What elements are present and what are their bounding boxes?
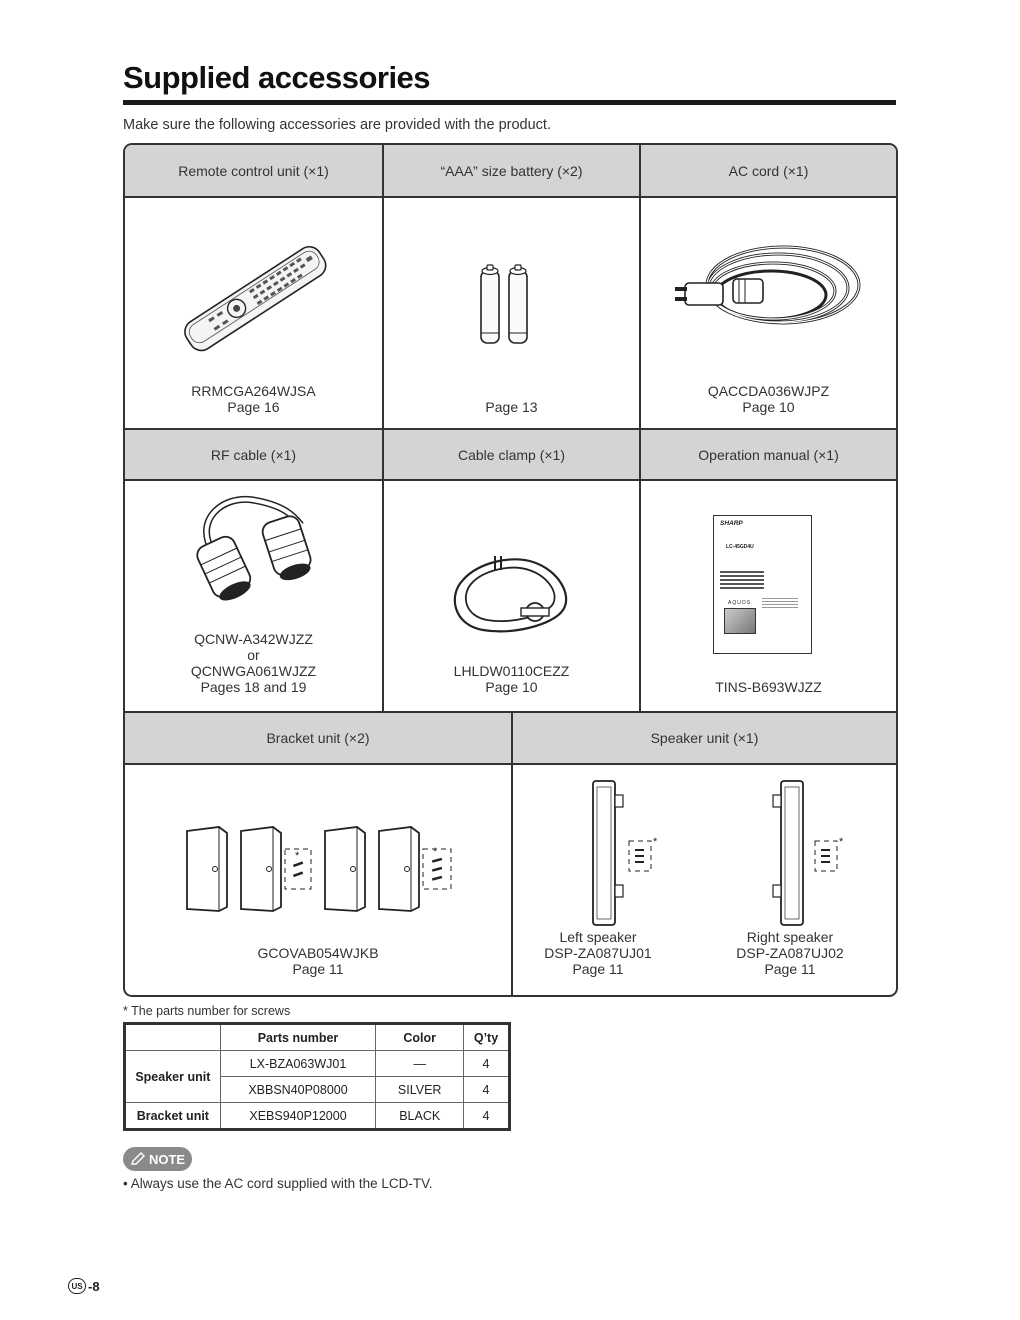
clamp-header: Cable clamp (×1)	[384, 430, 639, 479]
rf-or-text: or	[247, 647, 260, 663]
manual-part-number: TINS-B693WJZZ	[715, 679, 822, 695]
region-badge: US	[68, 1278, 86, 1294]
clamp-page-ref: Page 10	[485, 679, 538, 695]
table-header-row	[125, 1024, 510, 1051]
left-speaker-image	[585, 777, 665, 929]
remote-header: Remote control unit (×1)	[125, 145, 382, 196]
remote-caption	[125, 383, 382, 415]
note-body: Always use the AC cord supplied with the LCD-TV.	[130, 1176, 433, 1191]
screws-footnote: * The parts number for screws	[123, 1004, 291, 1018]
right-speaker-caption	[705, 929, 875, 977]
left-speaker-asterisk: *	[653, 836, 658, 848]
grid-line	[382, 145, 384, 711]
manual-series: AQUOS	[728, 600, 752, 606]
intro-text: Make sure the following accessories are provided with the product.	[123, 117, 551, 133]
rf-cable-image	[183, 490, 323, 605]
grid-line	[639, 145, 641, 711]
table-cell: —	[376, 1051, 464, 1077]
manual-model: LC-45GD4U	[726, 544, 754, 550]
page-number-text: -8	[88, 1278, 100, 1294]
clamp-part-number: LHLDW0110CEZZ	[453, 663, 570, 679]
grid-line	[125, 479, 896, 481]
right-speaker-part-number: DSP-ZA087UJ02	[736, 945, 844, 961]
bracket-screw-asterisk-2: *	[433, 846, 438, 858]
battery-page-ref: Page 13	[485, 399, 538, 415]
rf-header: RF cable (×1)	[125, 430, 382, 479]
left-speaker-name: Left speaker	[559, 929, 637, 945]
remote-page-ref: Page 16	[227, 399, 280, 415]
accord-header: AC cord (×1)	[641, 145, 896, 196]
table-cell: BLACK	[376, 1103, 464, 1130]
bracket-page-ref: Page 11	[292, 961, 344, 977]
page-number	[68, 1278, 100, 1294]
rf-part-number-1: QCNW-A342WJZZ	[194, 631, 313, 647]
table-cell: LX-BZA063WJ01	[220, 1051, 376, 1077]
speaker-header: Speaker unit (×1)	[513, 713, 896, 763]
left-speaker-part-number: DSP-ZA087UJ01	[544, 945, 652, 961]
bracket-screw-asterisk-1: *	[295, 850, 300, 862]
grid-line	[125, 428, 896, 430]
right-speaker-page-ref: Page 11	[764, 961, 816, 977]
accord-caption	[641, 383, 896, 415]
table-cell: SILVER	[376, 1077, 464, 1103]
manual-tv-illustration	[724, 608, 756, 634]
right-speaker-image	[767, 777, 847, 929]
table-header-cell: Color	[376, 1024, 464, 1051]
rf-part-number-2: QCNWGA061WJZZ	[190, 663, 317, 679]
bracket-caption	[125, 945, 511, 977]
right-speaker-name: Right speaker	[746, 929, 834, 945]
table-cell: 4	[464, 1077, 510, 1103]
table-row	[125, 1051, 510, 1077]
screw-parts-table	[123, 1022, 511, 1131]
manual-caption	[641, 679, 896, 695]
table-row-label: Speaker unit	[125, 1051, 221, 1103]
manual-text-block	[720, 571, 764, 591]
bracket-unit-image	[183, 825, 458, 915]
grid-line	[125, 196, 896, 198]
accessories-grid	[123, 143, 898, 997]
accord-part-number: QACCDA036WJPZ	[707, 383, 830, 399]
table-cell: XBBSN40P08000	[220, 1077, 376, 1103]
battery-header: “AAA” size battery (×2)	[384, 145, 639, 196]
clamp-caption	[384, 663, 639, 695]
left-speaker-page-ref: Page 11	[572, 961, 624, 977]
bullet-icon: •	[123, 1176, 128, 1191]
remote-part-number: RRMCGA264WJSA	[191, 383, 316, 399]
bracket-header: Bracket unit (×2)	[125, 713, 511, 763]
manual-header: Operation manual (×1)	[641, 430, 896, 479]
note-badge	[123, 1147, 192, 1171]
note-label: NOTE	[148, 1151, 186, 1167]
pencil-icon	[130, 1152, 146, 1166]
rf-page-ref: Pages 18 and 19	[200, 679, 307, 695]
title-divider	[123, 100, 896, 105]
table-row-label: Bracket unit	[125, 1103, 221, 1130]
table-row	[125, 1103, 510, 1130]
table-header-cell: Q’ty	[464, 1024, 510, 1051]
battery-image	[475, 263, 535, 347]
table-header-cell: Parts number	[220, 1024, 376, 1051]
right-speaker-asterisk: *	[839, 836, 844, 848]
table-header-cell	[125, 1024, 221, 1051]
page-title: Supplied accessories	[123, 60, 431, 95]
bracket-part-number: GCOVAB054WJKB	[257, 945, 379, 961]
battery-caption	[384, 399, 639, 415]
ac-cord-image	[673, 243, 863, 343]
accord-page-ref: Page 10	[742, 399, 795, 415]
operation-manual-image	[713, 515, 812, 654]
table-cell: 4	[464, 1051, 510, 1077]
manual-text-block	[762, 598, 798, 610]
table-cell: XEBS940P12000	[220, 1103, 376, 1130]
table-cell: 4	[464, 1103, 510, 1130]
left-speaker-caption	[513, 929, 683, 977]
note-text	[123, 1176, 433, 1191]
manual-brand: SHARP	[720, 520, 743, 527]
cable-clamp-image	[443, 540, 578, 640]
remote-control-image	[175, 235, 335, 365]
rf-caption	[125, 631, 382, 695]
